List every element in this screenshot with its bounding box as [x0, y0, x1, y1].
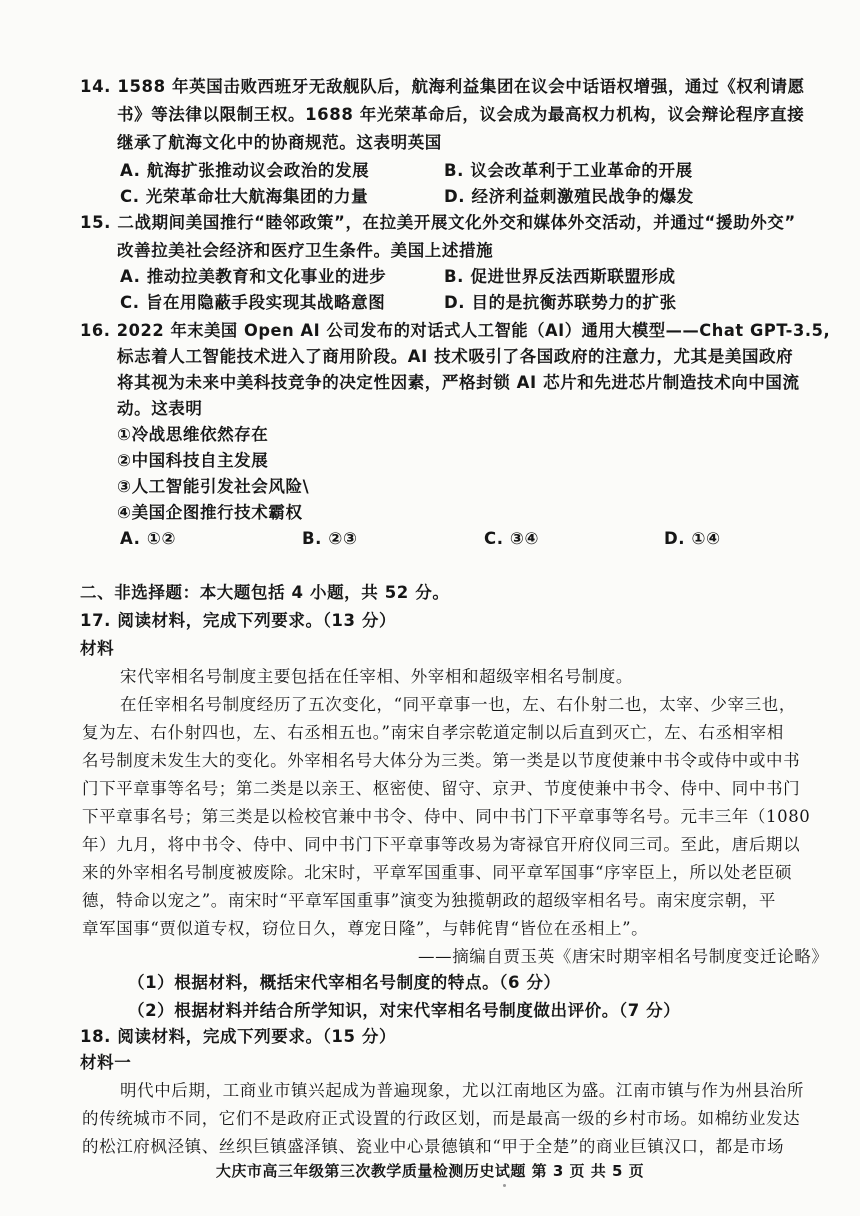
q16-line3: 将其视为未来中美科技竞争的决定性因素，严格封锁 AI 芯片和先进芯片制造技术向中国流	[117, 373, 800, 392]
q18-material-line3: 的松江府枫泾镇、丝织巨镇盛泽镇、瓷业中心景德镇和“甲于全楚”的商业巨镇汉口，都是市场	[82, 1137, 785, 1156]
q17-para2-line2: 复为左、右仆射四也，左、右丞相五也。”南宋自孝宗乾道定制以后直到灭亡，左、右丞相宰相	[82, 723, 784, 742]
q17-requirement-1: （1）根据材料，概括宋代宰相名号制度的特点。（6 分）	[128, 973, 561, 992]
q16-item2: ②中国科技自主发展	[117, 451, 269, 470]
q17-para1: 宋代宰相名号制度主要包括在任宰相、外宰相和超级宰相名号制度。	[120, 667, 633, 686]
q14-line3: 继承了航海文化中的协商规范。这表明英国	[117, 133, 442, 152]
q17-para2-line4: 门下平章事等名号；第二类是以亲王、枢密使、留守、京尹、节度使兼中书令、侍中、同中书门	[82, 779, 801, 798]
scan-dot	[503, 1184, 506, 1187]
q14-line2: 书》等法律以限制王权。1688 年光荣革命后，议会成为最高权力机构，议会辩论程序直接	[117, 105, 805, 124]
q14-option-a: A. 航海扩张推动议会政治的发展	[120, 161, 370, 180]
q16-item4: ④美国企图推行技术霸权	[117, 503, 303, 522]
q17-para2-line1: 在任宰相名号制度经历了五次变化，“同平章事一也，左、右仆射二也，太宰、少宰三也，	[120, 695, 796, 714]
q15-line1: 15. 二战期间美国推行“睦邻政策”，在拉美开展文化外交和媒体外交活动，并通过“援助外交”	[80, 213, 796, 232]
q17-para2-line5: 下平章事名号；第三类是以检校官兼中书令、侍中、同中书门下平章事等名号。元丰三年（1080	[82, 807, 811, 826]
q16-option-d: D. ①④	[664, 529, 721, 548]
q16-item1: ①冷战思维依然存在	[117, 425, 269, 444]
q16-line4: 动。这表明	[117, 399, 203, 418]
q17-para2-line3: 名号制度未发生大的变化。外宰相名号大体分为三类。第一类是以节度使兼中书令或侍中或中书	[82, 751, 801, 770]
q18-material-label: 材料一	[80, 1053, 132, 1072]
page-footer: 大庆市高三年级第三次教学质量检测历史试题 第 3 页 共 5 页	[215, 1162, 645, 1180]
q17-para2-line9: 章军国事“贾似道专权，窃位日久，尊宠日隆”，与韩侂胄“皆位在丞相上”。	[82, 919, 649, 938]
q14-option-b: B. 议会改革利于工业革命的开展	[444, 161, 693, 180]
q18-prompt: 18. 阅读材料，完成下列要求。（15 分）	[80, 1027, 397, 1046]
q17-para2-line6: 年）九月，将中书令、侍中、同中书门下平章事等改易为寄禄官开府仪同三司。至此，唐后期以	[82, 835, 801, 854]
q17-requirement-2: （2）根据材料并结合所学知识，对宋代宰相名号制度做出评价。（7 分）	[128, 1001, 681, 1020]
q14-option-d: D. 经济利益刺激殖民战争的爆发	[444, 187, 694, 206]
q15-option-a: A. 推动拉美教育和文化事业的进步	[120, 267, 387, 286]
q18-material-line1: 明代中后期，工商业市镇兴起成为普遍现象，尤以江南地区为盛。江南市镇与作为州县治所	[120, 1081, 804, 1100]
q14-line1: 14. 1588 年英国击败西班牙无敌舰队后，航海利益集团在议会中话语权增强，通过《权利请愿	[80, 77, 805, 96]
q14-option-c: C. 光荣革命壮大航海集团的力量	[120, 187, 369, 206]
q16-item3: ③人工智能引发社会风险\	[117, 477, 310, 496]
q17-source: ——摘编自贾玉英《唐宋时期宰相名号制度变迁论略》	[418, 947, 829, 966]
q16-option-a: A. ①②	[120, 529, 177, 548]
q17-para2-line8: 德，特命以宠之”。南宋时“平章军国重事”演变为独揽朝政的超级宰相名号。南宋度宗朝，平	[82, 891, 777, 910]
q16-line2: 标志着人工智能技术进入了商用阶段。AI 技术吸引了各国政府的注意力，尤其是美国政府	[117, 347, 794, 366]
q15-option-c: C. 旨在用隐蔽手段实现其战略意图	[120, 293, 386, 312]
q15-option-b: B. 促进世界反法西斯联盟形成	[444, 267, 676, 286]
q17-prompt: 17. 阅读材料，完成下列要求。（13 分）	[80, 611, 397, 630]
section-title: 二、非选择题：本大题包括 4 小题，共 52 分。	[80, 583, 450, 602]
q16-option-c: C. ③④	[484, 529, 540, 548]
q18-material-line2: 的传统城市不同，它们不是政府正式设置的行政区划，而是最高一级的乡村市场。如棉纺业发达	[82, 1109, 801, 1128]
q16-option-b: B. ②③	[302, 529, 358, 548]
q17-para2-line7: 来的外宰相名号制度被废除。北宋时，平章军国重事、同平章军国事“序宰臣上，所以处老臣硕	[82, 863, 793, 882]
q16-line1: 16. 2022 年末美国 Open AI 公司发布的对话式人工智能（AI）通用大模型——Chat GPT-3.5,	[80, 321, 831, 340]
q17-material-label: 材料	[80, 639, 115, 658]
q15-option-d: D. 目的是抗衡苏联势力的扩张	[444, 293, 677, 312]
q15-line2: 改善拉美社会经济和医疗卫生条件。美国上述措施	[117, 241, 494, 260]
